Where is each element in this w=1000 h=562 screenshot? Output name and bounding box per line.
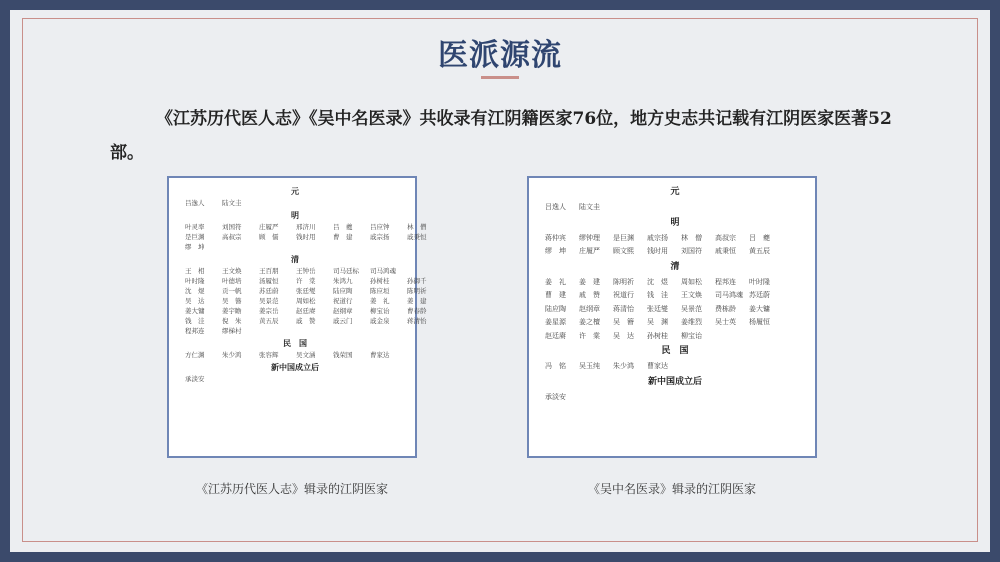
name-row [185, 276, 427, 286]
section-heading: 明 [670, 217, 680, 228]
physician-name: 黄五辰 [749, 247, 770, 255]
physician-name: 赵廷赓 [545, 331, 566, 340]
physician-name: 孙树桂 [647, 331, 668, 340]
physician-name: 姜 礼 [370, 297, 390, 305]
right-card-list [545, 184, 805, 404]
physician-name: 吴 渊 [647, 318, 668, 326]
section-heading: 民 国 [283, 338, 307, 348]
physician-name: 姜 建 [407, 297, 427, 305]
slide [10, 10, 990, 552]
physician-name: 戚宗扬 [370, 233, 390, 241]
left-card-list [185, 184, 427, 384]
physician-name: 姜之檀 [579, 318, 600, 326]
name-row [185, 326, 405, 336]
physician-name: 叶时隆 [749, 277, 770, 286]
physician-name: 戚 赞 [579, 291, 600, 299]
physician-name: 林 僧 [407, 223, 427, 231]
physician-name: 曹春龄 [407, 307, 427, 315]
name-row [545, 316, 805, 330]
physician-name: 吴 簪 [222, 297, 242, 305]
physician-name: 朱少鸿 [222, 351, 242, 359]
physician-name: 王文焕 [681, 291, 702, 299]
physician-name: 张廷燮 [647, 304, 668, 313]
physician-name: 高叔宗 [222, 233, 242, 241]
physician-name: 苏廷蔚 [259, 287, 279, 295]
physician-name: 王钟岳 [296, 267, 316, 275]
physician-name: 吕逸人 [545, 203, 566, 211]
physician-name: 吴 达 [185, 297, 205, 305]
physician-name: 姜 礼 [545, 277, 566, 286]
physician-name: 倪 朱 [222, 317, 242, 325]
physician-name: 缪 坤 [545, 247, 566, 255]
physician-name: 邢济川 [296, 223, 316, 231]
name-row [185, 316, 427, 326]
physician-name: 陆文圭 [222, 199, 242, 207]
physician-name: 顾文熙 [613, 247, 634, 255]
physician-name: 许 棠 [579, 331, 600, 340]
physician-name: 叶德培 [222, 277, 242, 285]
physician-name: 曹家达 [647, 362, 668, 370]
physician-name: 程邦连 [185, 327, 205, 335]
physician-name: 陈明祈 [613, 277, 634, 286]
physician-name: 戚金泉 [370, 317, 390, 325]
physician-name: 姜维烈 [681, 318, 702, 326]
name-row [545, 201, 805, 215]
physician-name: 吴士英 [715, 318, 736, 326]
physician-name: 孙御千 [407, 277, 427, 285]
physician-name: 蒋清怡 [407, 317, 427, 325]
physician-name: 苏廷蔚 [749, 291, 770, 299]
physician-name: 刘国符 [222, 223, 242, 231]
intro-paragraph: 《江苏历代医人志》《吴中名医录》共收录有江阴籍医家76位，地方史志共记载有江阴医家医著52部。 [110, 109, 892, 163]
physician-name: 吴景范 [259, 297, 279, 305]
name-row [185, 306, 427, 316]
name-row [545, 303, 805, 317]
physician-name: 姜星源 [545, 318, 566, 326]
physician-name: 姜宗岳 [259, 307, 279, 315]
physician-name: 许 棠 [296, 277, 316, 285]
physician-name: 陈应垣 [370, 287, 390, 295]
physician-name: 戚秉恒 [407, 233, 427, 241]
physician-name: 叶灵率 [185, 223, 205, 231]
name-row [185, 374, 405, 384]
physician-name: 陆应陶 [333, 287, 353, 295]
section-heading: 新中国成立后 [271, 362, 319, 372]
section-heading: 元 [291, 186, 299, 196]
physician-name: 高叔宗 [715, 233, 736, 242]
physician-name: 刘国符 [681, 247, 702, 255]
physician-name: 朱鸿九 [333, 277, 353, 285]
section-heading: 元 [670, 187, 680, 197]
physician-name: 姜大镛 [185, 307, 205, 315]
name-row [545, 330, 805, 344]
physician-name: 沈 煜 [647, 277, 668, 286]
name-row [185, 198, 405, 208]
right-image-card [527, 176, 817, 458]
physician-name: 赵纲章 [333, 307, 353, 315]
left-caption: 《江苏历代医人志》辑录的江阴医家 [195, 482, 388, 496]
physician-name: 沈 煜 [185, 287, 205, 295]
physician-name: 陆应陶 [545, 304, 566, 313]
physician-name: 张廷燮 [296, 287, 316, 295]
section-heading: 清 [670, 261, 680, 272]
section-heading: 新中国成立后 [647, 376, 702, 387]
physician-name: 戚宗扬 [647, 233, 668, 242]
physician-name: 程邦连 [715, 277, 736, 286]
physician-name: 司马鸿魂 [370, 267, 396, 275]
title-underline [481, 76, 519, 79]
physician-name: 黄五辰 [259, 317, 279, 325]
section-heading: 明 [291, 210, 299, 220]
physician-name: 方仁渊 [185, 351, 205, 359]
physician-name: 吴 达 [613, 331, 634, 340]
physician-name: 蒋清怡 [613, 304, 634, 313]
slide-frame [22, 18, 978, 542]
physician-name: 曹家达 [370, 351, 390, 359]
physician-name: 顾 儒 [259, 233, 279, 241]
name-row [185, 266, 405, 276]
name-row [545, 245, 805, 259]
physician-name: 冯 铭 [545, 362, 566, 370]
physician-name: 叶时隆 [185, 277, 205, 285]
physician-name: 陈明祈 [407, 287, 427, 295]
name-row [185, 232, 427, 242]
name-row [185, 286, 427, 296]
physician-name: 赵纲章 [579, 304, 600, 313]
physician-name: 张容辉 [259, 351, 279, 359]
physician-name: 钱 洼 [647, 291, 668, 299]
physician-name: 柳宝诒 [370, 307, 390, 315]
physician-name: 吕逸人 [185, 199, 205, 207]
physician-name: 缪梯村 [222, 327, 242, 335]
physician-name: 吕 夔 [333, 223, 353, 231]
physician-name: 缪钟理 [579, 233, 600, 242]
physician-name: 司马廷标 [333, 267, 359, 275]
physician-name: 朱少鸿 [613, 362, 634, 370]
physician-name: 钱时用 [647, 247, 668, 255]
physician-name: 费栋龄 [715, 304, 736, 313]
name-row [185, 222, 427, 232]
physician-name: 戚 赞 [296, 317, 316, 325]
physician-name: 吕 夔 [749, 233, 770, 242]
name-row [545, 360, 805, 374]
physician-name: 姜大镛 [749, 304, 770, 313]
section-heading: 民 国 [661, 346, 689, 356]
physician-name: 承淡安 [545, 392, 566, 401]
physician-name: 钱 洼 [185, 317, 205, 325]
physician-name: 戚云门 [333, 317, 353, 325]
physician-name: 王 相 [185, 267, 205, 275]
left-image-card [167, 176, 427, 458]
physician-name: 钱时用 [296, 233, 316, 241]
physician-name: 是巨渊 [613, 233, 634, 242]
physician-name: 陆文圭 [579, 203, 600, 211]
physician-name: 缪 坤 [185, 243, 205, 251]
physician-name: 吴玉纯 [579, 362, 600, 370]
physician-name: 姜 建 [579, 277, 600, 286]
name-row [545, 232, 805, 246]
physician-name: 林 僧 [681, 233, 702, 242]
physician-name: 姜宇瞻 [222, 307, 242, 315]
name-row [185, 350, 405, 360]
physician-name: 吴文涵 [296, 351, 316, 359]
physician-name: 戚秉恒 [715, 247, 736, 255]
physician-name: 杨履恒 [749, 318, 770, 326]
name-row [545, 289, 805, 303]
physician-name: 赵廷赓 [296, 307, 316, 315]
physician-name: 王文焕 [222, 267, 242, 275]
physician-name: 周如松 [296, 297, 316, 305]
physician-name: 吕应钟 [370, 223, 390, 231]
physician-name: 王百朋 [259, 267, 279, 275]
name-row [185, 242, 405, 252]
physician-name: 钱荣国 [333, 351, 353, 359]
physician-name: 承淡安 [185, 375, 205, 383]
physician-name: 柳宝诒 [681, 331, 702, 340]
physician-name: 曹 建 [333, 233, 353, 241]
physician-name: 汤履恒 [259, 277, 279, 285]
physician-name: 吴 簪 [613, 318, 634, 326]
physician-name: 司马鸿魂 [715, 291, 743, 299]
physician-name: 周如松 [681, 277, 702, 286]
physician-name: 吴景范 [681, 304, 702, 313]
physician-name: 庄履严 [579, 247, 600, 255]
name-row [545, 391, 805, 405]
physician-name: 是巨渊 [185, 233, 205, 241]
physician-name: 曹 建 [545, 291, 566, 299]
slide-title: 医派源流 [438, 38, 562, 73]
right-caption: 《吴中名医录》辑录的江阴医家 [587, 482, 756, 496]
physician-name: 祝道行 [613, 291, 634, 299]
name-row [185, 296, 427, 306]
physician-name: 贡一帆 [222, 287, 242, 295]
physician-name: 庄履严 [259, 223, 279, 231]
name-row [545, 276, 805, 290]
physician-name: 蒋仲宾 [545, 233, 566, 242]
section-heading: 清 [291, 254, 299, 264]
physician-name: 孙树桂 [370, 277, 390, 285]
physician-name: 祝道行 [333, 297, 353, 305]
